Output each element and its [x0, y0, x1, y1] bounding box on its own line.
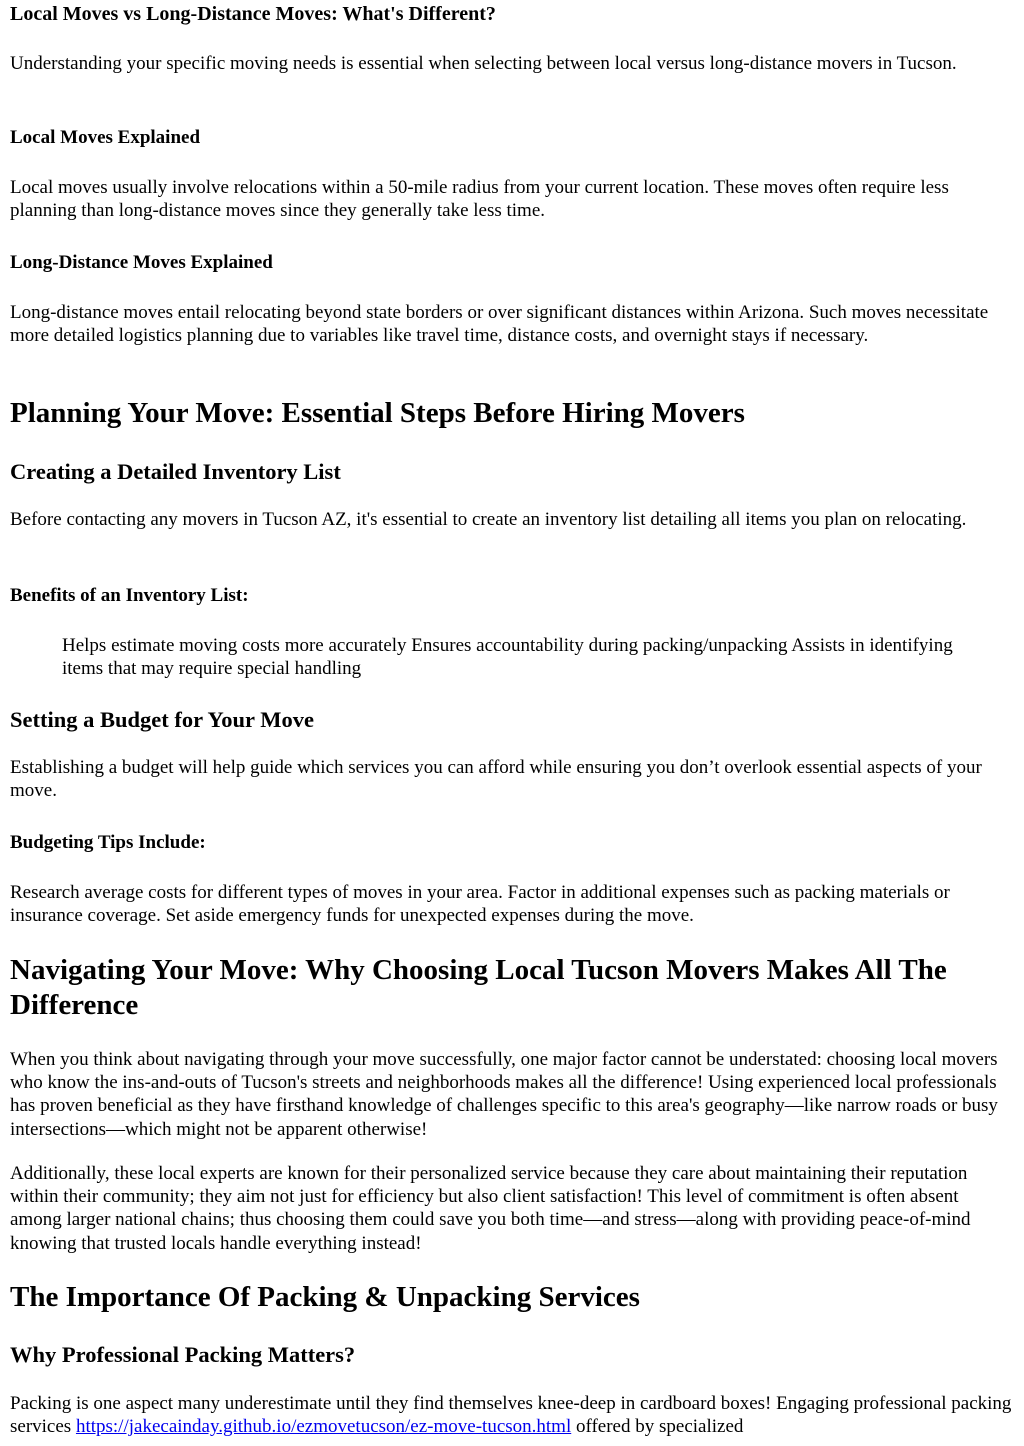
section-heading-planning: Planning Your Move: Essential Steps Before Hiring Movers	[10, 397, 745, 429]
subheading-budget-tips: Budgeting Tips Include:	[10, 832, 206, 853]
subheading-budget: Setting a Budget for Your Move	[10, 707, 314, 732]
packing-text-before: Packing is one aspect many underestimate until they find themselves knee-deep in cardboard boxes! Engaging professional packing services	[10, 1393, 1012, 1438]
paragraph-long-distance: Long-distance moves entail relocating beyond state borders or over significant distances within Arizona. Such moves necessitate more detailed logistics planning due to variables like travel time, distance costs, and overnight stays if necessary.	[10, 302, 989, 347]
subheading-benefits: Benefits of an Inventory List:	[10, 585, 249, 606]
paragraph-packing	[10, 1392, 1014, 1438]
section-heading-local-vs-long: Local Moves vs Long-Distance Moves: What's Different?	[10, 3, 496, 25]
paragraph-budget-tips: Research average costs for different types of moves in your area. Factor in additional expenses such as packing materials or insurance coverage. Set aside emergency funds for unexpected expenses during the move.	[10, 882, 950, 927]
benefits-list: Helps estimate moving costs more accurately Ensures accountability during packing/unpacking Assists in identifying items that may require special handling	[62, 635, 953, 680]
paragraph-budget: Establishing a budget will help guide which services you can afford while ensuring you don’t overlook essential aspects of your move.	[10, 757, 982, 802]
subheading-local-moves: Local Moves Explained	[10, 127, 201, 148]
paragraph-inventory: Before contacting any movers in Tucson AZ, it's essential to create an inventory list detailing all items you plan on relocating.	[10, 509, 967, 530]
paragraph-local-moves: Local moves usually involve relocations within a 50-mile radius from your current location. These moves often require less planning than long-distance moves since they generally take less time.	[10, 177, 949, 222]
paragraph-understanding: Understanding your specific moving needs is essential when selecting between local versus long-distance movers in Tucson.	[10, 53, 957, 74]
paragraph-navigating-1: When you think about navigating through your move successfully, one major factor cannot be understated: choosing local movers who know the ins-and-outs of Tucson's streets and neighborhoods makes all the difference! Using experienced local professionals has proven beneficial as they have firsthand knowledge of challenges specific to this area's geography—like narrow roads or busy intersections—which might not be apparent otherwise!	[10, 1049, 998, 1140]
subheading-inventory: Creating a Detailed Inventory List	[10, 459, 341, 484]
paragraph-navigating-2: Additionally, these local experts are known for their personalized service because they care about maintaining their reputation within their community; they aim not just for efficiency but also client satisfaction! This level of commitment is often absent among larger national chains; thus choosing them could save you both time—and stress—along with providing peace-of-mind knowing that trusted locals handle everything instead!	[10, 1163, 971, 1254]
subheading-why-packing: Why Professional Packing Matters?	[10, 1342, 356, 1367]
ez-move-tucson-link[interactable]: https://jakecainday.github.io/ezmovetucson/ez-move-tucson.html	[75, 1416, 572, 1438]
section-heading-packing: The Importance Of Packing & Unpacking Services	[10, 1281, 640, 1313]
subheading-long-distance: Long-Distance Moves Explained	[10, 252, 273, 273]
packing-text-after: offered by specialized	[571, 1416, 744, 1438]
section-heading-navigating: Navigating Your Move: Why Choosing Local Tucson Movers Makes All The Difference	[10, 954, 947, 1021]
